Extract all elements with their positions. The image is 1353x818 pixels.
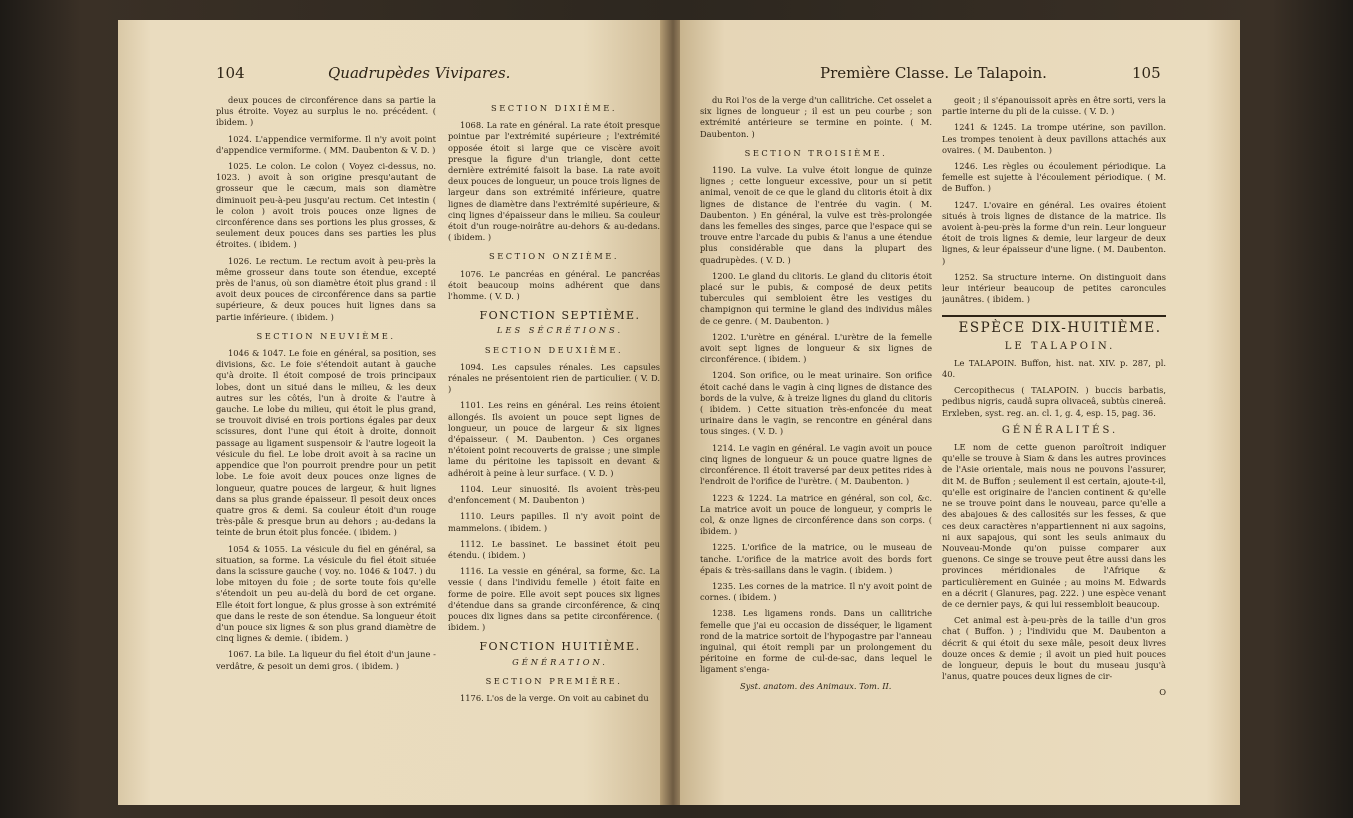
paragraph: 1202. L'urètre en général. L'urètre de la femelle avoit sept lignes de longueur & six lignes de circonférence. ( ibidem. ) — [700, 331, 932, 365]
generalities-heading: GÉNÉRALITÉS. — [1001, 424, 1119, 436]
paragraph: 1241 & 1245. La trompe utérine, son pavillon. Les trompes tenoient à deux pavillons attachés aux ovaires. ( M. Daubenton. ) — [942, 122, 1166, 155]
paragraph: 1214. Le vagin en général. Le vagin avoit un pouce cinq lignes de longueur & un pouce quatre lignes de circonférence. Il étoit traversé par deux petites rides à l'endroit de l'orifice de l'urètre. ( M. Daubenton. ) — [700, 442, 932, 487]
paragraph: 1104. Leur sinuosité. Ils avoient très-peu d'enfoncement ( M. Daubenton ) — [448, 483, 660, 506]
page-footer: Syst. anatom. des Animaux. Tom. II. — [740, 680, 892, 691]
paragraph: 1238. Les ligamens ronds. Dans un callitriche femelle que j'ai eu occasion de disséquer, le ligament rond de la matrice sortoit de l'hypogastre par l'anneau inguinal, qui étoit rempli par un prolongement du péritoine en forme de cul-de-sac, dans lequel le ligament s'enga- — [700, 608, 932, 675]
paragraph: 1225. L'orifice de la matrice, ou le museau de tanche. L'orifice de la matrice avoit des bords fort épais & très-saillans dans le vagin. ( ibidem. ) — [700, 542, 932, 575]
paragraph: 1252. Sa structure interne. On distinguoit dans leur intérieur beaucoup de petites caroncules jaunâtres. ( ibidem. ) — [942, 271, 1166, 305]
paragraph: deux pouces de circonférence dans sa partie la plus étroite. Voyez au surplus le no. précédent. ( ibidem. ) — [216, 95, 436, 128]
left-column-1 — [216, 95, 436, 785]
paragraph: 1246. Les règles ou écoulement périodique. La femelle est sujette à l'écoulement périodique. ( M. de Buffon. ) — [942, 161, 1166, 194]
section-heading: SECTION TROISIÈME. — [744, 147, 888, 158]
species-heading: ESPÈCE DIX-HUITIÈME. — [942, 315, 1166, 334]
paragraph: 1024. L'appendice vermiforme. Il n'y avoit point d'appendice vermiforme. ( MM. Daubenton & V. D. ) — [216, 133, 436, 155]
paragraph: 1101. Les reins en général. Les reins étoient allongés. Ils avoient un pouce sept lignes de longueur, un pouce de largeur & six lignes d'épaisseur. ( M. Daubenton. ) Ces organes n'étoient point recouverts de graisse ; une simple lame du péritoine les tapissoit en devant & adhéroit à peine à leur surface. ( V. D. ) — [448, 400, 660, 478]
right-page-number: 105 — [1132, 64, 1161, 82]
function-heading: FONCTION SEPTIÈME. — [479, 309, 641, 323]
section-heading: SECTION DEUXIÈME. — [484, 344, 624, 355]
paragraph: du Roi l'os de la verge d'un callitriche. Cet osselet a six lignes de longueur ; il est un peu courbe ; son extrémité antérieure se termine en pointe. ( M. Daubenton. ) — [700, 95, 932, 139]
paragraph: 1116. La vessie en général, sa forme, &c. La vessie ( dans l'individu femelle ) étoit faite en forme de poire. Elle avoit sept pouces six lignes d'étendue dans sa grande circonférence, & cinq pouces dix lignes dans sa petite circonférence. ( ibidem. ) — [448, 566, 660, 633]
paragraph: 1054 & 1055. La vésicule du fiel en général, sa situation, sa forme. La vésicule du fiel étoit située dans la scissure gauche ( voy. no. 1046 & 1047. ) du lobe mitoyen du foie ; de sorte toute fois qu'elle s'étendoit un peu au-delà du bord de cet organe. Elle étoit fort longue, & plus grosse à son extrémité que dans le reste de son étendue. Sa longueur étoit d'un pouce six lignes & son plus grand diamètre de cinq lignes & demie. ( ibidem. ) — [216, 543, 436, 644]
paragraph: 1247. L'ovaire en général. Les ovaires étoient situés à trois lignes de distance de la matrice. Ils avoient à-peu-près la forme d'un rein. Leur longueur étoit de trois lignes & demie, leur largeur de deux lignes, & leur épaisseur d'une ligne. ( M. Daubenton. ) — [942, 199, 1166, 266]
paragraph: 1067. La bile. La liqueur du fiel étoit d'un jaune - verdâtre, & pesoit un demi gros. ( ibidem. ) — [216, 649, 436, 671]
paragraph: Cercopithecus ( TALAPOIN. ) buccis barbatis, pedibus nigris, caudâ supra olivaceâ, subtùs cinereâ. Erxleben, syst. reg. an. cl. 1, g. 4, esp. 15, pag. 36. — [942, 385, 1166, 418]
function-heading: FONCTION HUITIÈME. — [479, 640, 641, 654]
paragraph: 1204. Son orifice, ou le meat urinaire. Son orifice étoit caché dans le vagin à cinq lignes de distance des bords de la vulve, & à treize lignes du gland du clitoris ( ibidem. ) Cette situation très-enfoncée du meat urinaire dans le vagin, se rencontre en général dans tous singes. ( V. D. ) — [700, 370, 932, 437]
section-heading: SECTION NEUVIÈME. — [256, 330, 396, 341]
paragraph: 1235. Les cornes de la matrice. Il n'y avoit point de cornes. ( ibidem. ) — [700, 580, 932, 603]
section-heading: SECTION DIXIÈME. — [491, 103, 617, 113]
function-subheading: GÉNÉRATION. — [512, 656, 608, 667]
paragraph: 1068. La rate en général. La rate étoit presque pointue par l'extrémité supérieure ; l'extrémité opposée étoit si large que ce viscère avoit presque la figure d'un triangle, dont cette dernière extrémité faisoit la base. La rate avoit deux pouces de longueur, un pouce trois lignes de largeur dans son extrémité inférieure, quatre lignes de diamètre dans l'extrémité supérieure, & cinq lignes d'épaisseur dans le milieu. Sa couleur étoit d'un rouge-noirâtre au-dehors & au-dedans. ( ibidem. ) — [448, 120, 660, 243]
paragraph: 1176. L'os de la verge. On voit au cabinet du — [460, 692, 649, 703]
species-name: LE TALAPOIN. — [1004, 340, 1116, 352]
right-column-1 — [700, 95, 932, 785]
paragraph: 1200. Le gland du clitoris. Le gland du clitoris étoit placé sur le pubis, & composé de deux petits tubercules qui sembloient être les vestiges du champignon qui termine le gland des individus mâles de ce genre. ( M. Daubenton. ) — [700, 270, 932, 326]
paragraph: 1025. Le colon. Le colon ( Voyez ci-dessus, no. 1023. ) avoit à son origine presqu'autant de grosseur que le cæcum, mais son diamètre diminuoit peu-à-peu jusqu'au rectum. Cet intestin ( le colon ) avoit trois pouces onze lignes de circonférence dans ses portions les plus grosses, & seulement deux pouces dans ses parties les plus étroites. ( ibidem. ) — [216, 161, 436, 250]
left-page — [118, 20, 666, 805]
paragraph: 1026. Le rectum. Le rectum avoit à peu-près la même grosseur dans toute son étendue, excepté près de l'anus, où son diamètre étoit plus grand : il avoit deux pouces de circonférence dans sa partie supérieure, & deux pouces huit lignes dans sa partie inférieure. ( ibidem. ) — [216, 255, 436, 322]
section-heading: SECTION ONZIÈME. — [489, 251, 619, 262]
paragraph: 1190. La vulve. La vulve étoit longue de quinze lignes ; cette longueur excessive, pour un si petit animal, venoit de ce que le gland du clitoris étoit à dix lignes de distance de l'entrée du vagin. ( M. Daubenton. ) En général, la vulve est très-prolongée dans les femelles des singes, parce que l'espace qui se trouve entre l'arcade du pubis & l'anus a une étendue plus considérable que dans la plupart des quadrupèdes. ( V. D. ) — [700, 165, 932, 265]
paragraph: LE nom de cette guenon paroîtroit indiquer qu'elle se trouve à Siam & dans les autres provinces de l'Asie orientale, mais nous ne pouvons l'assurer, dit M. de Buffon ; seulement il est certain, ajoute-t-il, qu'elle est originaire de l'ancien continent & qu'elle ne se trouve point dans le nouveau, parce qu'elle a des abajoues & des callosités sur les fesses, & que ces deux caractères n'appartiennent ni aux sagoins, ni aux sapajous, qui sont les seuls animaux du Nouveau-Monde qu'on puisse comparer aux guenons. Ce singe se trouve peut être aussi dans les provinces méridionales de l'Afrique & particulièrement en Guinée ; au moins M. Edwards en a décrit ( Glanures, pag. 222. ) une espèce venant de ce dernier pays, & qui lui ressembloit beaucoup. — [942, 442, 1166, 609]
right-running-head: Première Classe. Le Talapoin. — [820, 64, 1047, 82]
left-running-head: Quadrupèdes Vivipares. — [328, 64, 511, 82]
left-page-number: 104 — [216, 64, 245, 82]
right-column-2 — [942, 95, 1166, 785]
left-column-2 — [448, 95, 660, 785]
paragraph: 1094. Les capsules rénales. Les capsules rénales ne présentoient rien de particulier. ( V. D. ) — [448, 361, 660, 395]
paragraph: 1110. Leurs papilles. Il n'y avoit point de mammelons. ( ibidem. ) — [448, 511, 660, 533]
function-subheading: LES SÉCRÉTIONS. — [496, 325, 624, 336]
right-page — [680, 20, 1240, 805]
paragraph: 1112. Le bassinet. Le bassinet étoit peu étendu. ( ibidem. ) — [448, 538, 660, 560]
signature-mark: O — [1159, 687, 1166, 698]
paragraph: 1046 & 1047. Le foie en général, sa position, ses divisions, &c. Le foie s'étendoit autant à gauche qu'à droite. Il étoit composé de trois principaux lobes, dont un situé dans le milieu, & les deux autres sur les côtés, l'un à droite & l'autre à gauche. Le lobe du milieu, qui étoit le plus grand, se trouvoit divisé en trois portions égales par deux scissures, dont l'une qui étoit à droite, donnoit passage au ligament suspensoir & l'autre logeoit la vésicule du fiel. Le lobe droit avoit à sa racine un appendice que l'on pourroit prendre pour un petit lobe. Le foie avoit deux pouces onze lignes de longueur, quatre pouces de largeur, & huit lignes dans sa plus grande épaisseur. Il pesoit deux onces quatre gros & demi. Sa couleur étoit d'un rouge très-pâle & presque brun au dehors ; au-dedans la teinte de brun étoit plus foncée. ( ibidem. ) — [216, 348, 436, 538]
paragraph: Le TALAPOIN. Buffon, hist. nat. XIV. p. 287, pl. 40. — [942, 357, 1166, 380]
paragraph: 1076. Le pancréas en général. Le pancréas étoit beaucoup moins adhérent que dans l'homme. ( V. D. ) — [448, 268, 660, 302]
paragraph: geoit ; il s'épanouissoit après en être sorti, vers la partie interne du pli de la cuisse. ( V. D. ) — [942, 95, 1166, 117]
paragraph: 1223 & 1224. La matrice en général, son col, &c. La matrice avoit un pouce de longueur, y compris le col, & onze lignes de circonférence dans son corps. ( ibidem. ) — [700, 492, 932, 537]
paragraph: Cet animal est à-peu-près de la taille d'un gros chat ( Buffon. ) ; l'individu que M. Daubenton a décrit & qui étoit du sexe mâle, pesoit deux livres douze onces & demie ; il avoit un pied huit pouces de longueur, depuis le bout du museau jusqu'à l'anus, quatre pouces deux lignes de cir- — [942, 615, 1166, 682]
section-heading: SECTION PREMIÈRE. — [485, 675, 623, 686]
